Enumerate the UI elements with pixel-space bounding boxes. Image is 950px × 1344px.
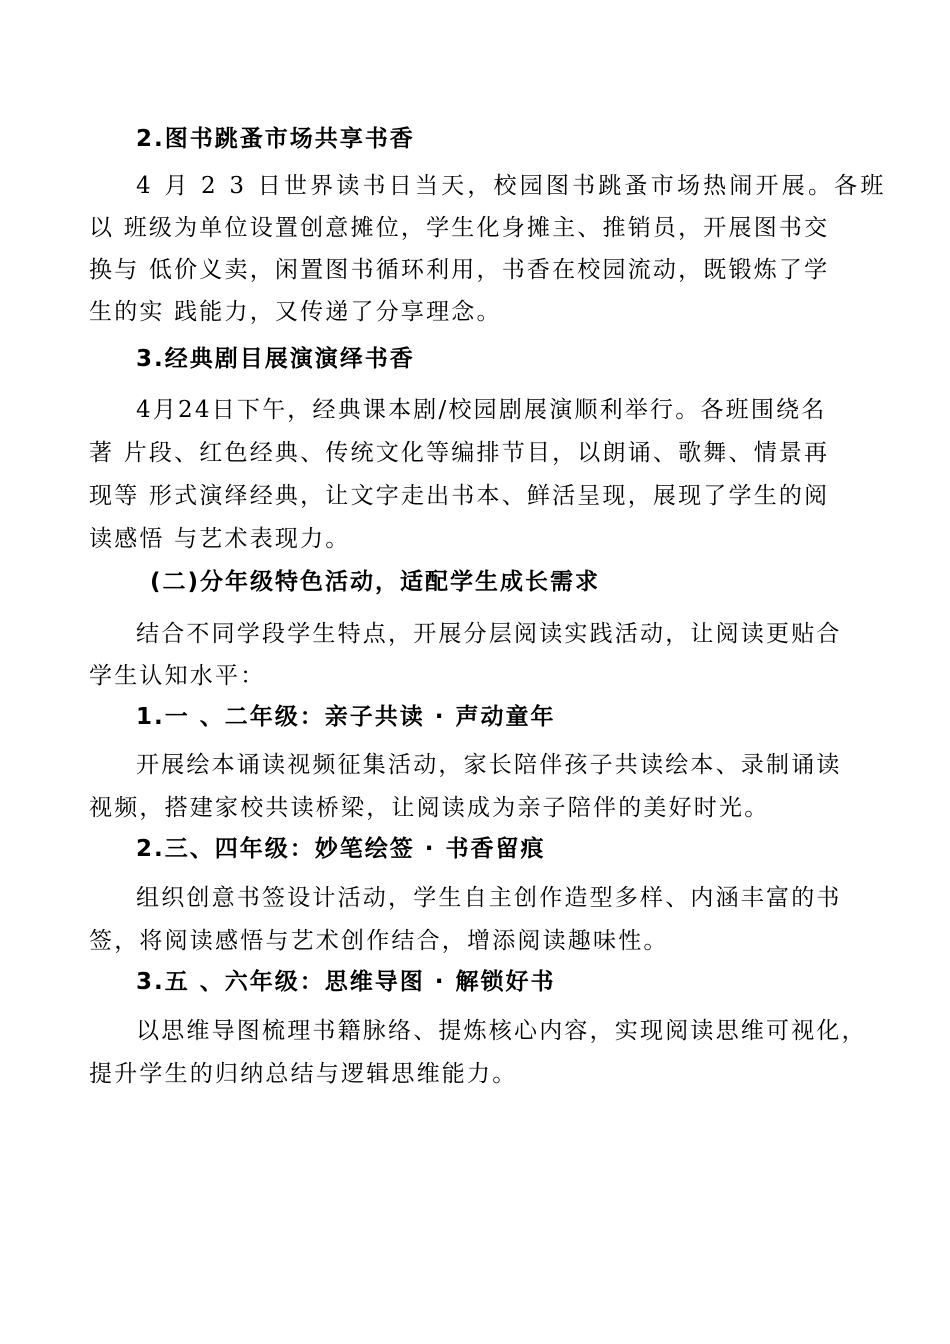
paragraph-line: 以 班级为单位设置创意摊位，学生化身摊主、推销员，开展图书交 (89, 215, 830, 241)
paragraph-line: 开展绘本诵读视频征集活动，家长陪伴孩子共读绘本、录制诵读 (136, 752, 842, 778)
section-heading-grade-3-4: 2.三、四年级：妙笔绘签 · 书香留痕 (136, 836, 546, 862)
paragraph-line: 著 片段、红色经典、传统文化等编排节目，以朗诵、歌舞、情景再 (89, 440, 830, 466)
paragraph-line: 以思维导图梳理书籍脉络、提炼核心内容，实现阅读思维可视化， (136, 1018, 867, 1044)
section-heading-grade-1-2: 1.一 、二年级：亲子共读 · 声动童年 (136, 704, 556, 730)
paragraph-line: 4 月 2 3 日世界读书日当天，校园图书跳蚤市场热闹开展。各班 (136, 173, 887, 199)
paragraph-line: 学生认知水平： (89, 663, 266, 689)
paragraph-line: 签，将阅读感悟与艺术创作结合，增添阅读趣味性。 (89, 928, 669, 954)
section-heading-book-flea-market: 2.图书跳蚤市场共享书香 (136, 126, 415, 152)
paragraph-line: 提升学生的归纳总结与逻辑思维能力。 (89, 1061, 518, 1087)
paragraph-line: 视频，搭建家校共读桥梁，让阅读成为亲子陪伴的美好时光。 (89, 795, 770, 821)
paragraph-line: 读感悟 与艺术表现力。 (89, 526, 351, 552)
paragraph-line: 组织创意书签设计活动，学生自主创作造型多样、内涵丰富的书 (136, 885, 842, 911)
subsection-heading-grade-activities: (二)分年级特色活动，适配学生成长需求 (150, 569, 601, 595)
section-heading-classic-drama: 3.经典剧目展演演绎书香 (136, 346, 415, 372)
paragraph-line: 换与 低价义卖，闲置图书循环利用，书香在校园流动，既锻炼了学 (89, 257, 830, 283)
section-heading-grade-5-6: 3.五 、六年级：思维导图 · 解锁好书 (136, 969, 556, 995)
paragraph-line: 4月24日下午，经典课本剧/校园剧展演顺利举行。各班围绕名 (136, 397, 827, 423)
paragraph-line: 现等 形式演绎经典，让文字走出书本、鲜活呈现，展现了学生的阅 (89, 483, 830, 509)
paragraph-line: 生的实 践能力，又传递了分享理念。 (89, 299, 502, 325)
paragraph-line: 结合不同学段学生特点，开展分层阅读实践活动，让阅读更贴合 (136, 621, 842, 647)
